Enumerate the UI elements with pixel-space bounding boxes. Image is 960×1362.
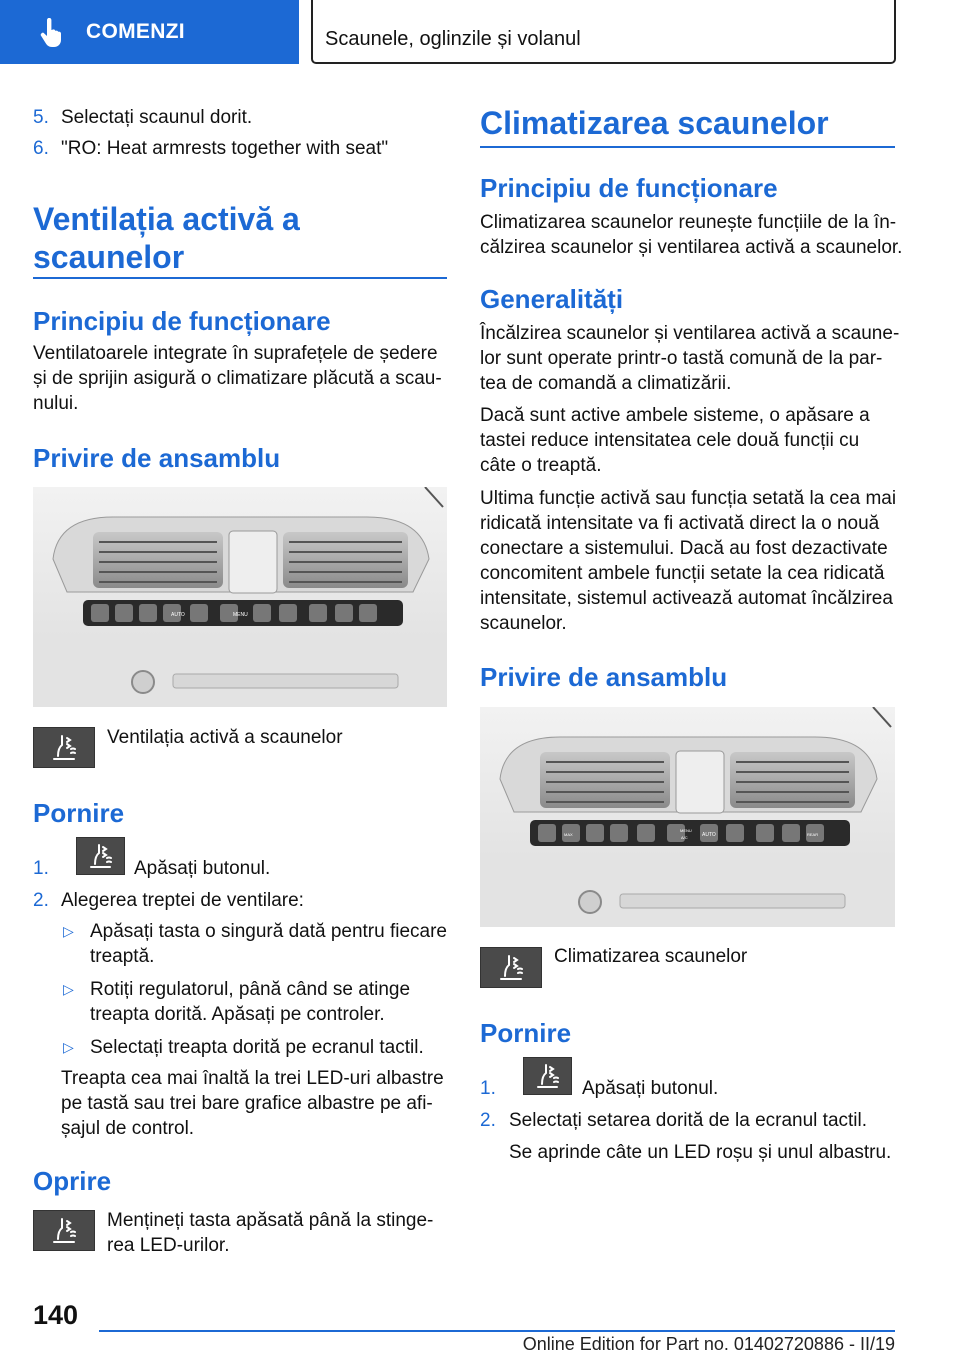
bullet-item [90, 977, 410, 1027]
principle-heading: Principiu de funcționare [33, 306, 331, 336]
seat-ventilation-icon [524, 1058, 571, 1094]
text-line: pe tastă sau trei bare grafice albastre pe afi‐ [61, 1093, 433, 1114]
panel-label-rear: REAR [807, 832, 819, 837]
panel-label-auto: AUTO [171, 612, 185, 618]
climate-panel-photo [480, 707, 895, 927]
panel-label-menu: MENU [680, 828, 692, 833]
page-number: 140 [33, 1300, 79, 1330]
text-line: Climatizarea scaunelor reunește funcțiile de la în‐ [480, 212, 897, 233]
text-line: treapta dorită. Apăsați pe controler. [90, 1004, 385, 1025]
text-line: tastei reduce intensitatea cele două funcții cu [480, 430, 860, 451]
bullet-triangle-icon: ▷ [63, 923, 74, 939]
text-line: Treapta cea mai înaltă la trei LED-uri albastre [61, 1068, 444, 1089]
section-tab[interactable] [0, 0, 299, 64]
text-line: ridicată intensitate va fi activată direct la o nouă [480, 513, 880, 534]
text-line: concomitent ambele funcții setate la cea ridicată [480, 563, 885, 584]
title-line: scaunelor [33, 239, 185, 275]
general-paragraph-2 [480, 403, 870, 478]
text-line: Dacă sunt active ambele sisteme, o apăsare a [480, 405, 870, 426]
title-rule [33, 277, 447, 279]
note-paragraph [61, 1066, 444, 1141]
seat-climate-button-icon [480, 947, 542, 988]
principle-paragraph [33, 341, 442, 416]
text-line: Rotiți regulatorul, până când se atinge [90, 979, 411, 1000]
text-line: Ultima funcție activă sau funcția setată la cea mai [480, 488, 897, 509]
panel-label-max: MAX [564, 832, 573, 837]
text-line: Încălzirea scaunelor și ventilarea activă a scaune‐ [480, 323, 900, 344]
step-number: 1. [33, 858, 49, 879]
start-heading: Pornire [33, 798, 125, 828]
overview-heading: Privire de ansamblu [480, 662, 728, 692]
step-number: 2. [33, 890, 49, 911]
overview-caption: Ventilația activă a scaunelor [107, 727, 343, 748]
step-subtext: Se aprinde câte un LED roșu și unul albastru. [509, 1142, 892, 1163]
general-paragraph-1 [480, 321, 899, 396]
panel-label-menu: MENU [233, 612, 248, 618]
text-line: Ventilatoarele integrate în suprafețele de ședere [33, 343, 438, 364]
text-line: nului. [33, 393, 79, 414]
text-line: câte o treaptă. [480, 455, 602, 476]
hand-pointer-icon [40, 18, 64, 48]
overview-caption: Climatizarea scaunelor [554, 946, 748, 967]
title-rule [480, 146, 895, 148]
step-text: Selectați scaunul dorit. [61, 107, 253, 128]
general-heading: Generalități [480, 284, 624, 314]
chapter-header [311, 0, 896, 64]
panel-label-ac: A/C [681, 835, 688, 840]
bullet-triangle-icon: ▷ [63, 1039, 74, 1055]
text-line: Mențineți tasta apăsată până la stinge‐ [107, 1210, 434, 1231]
stop-paragraph [107, 1208, 433, 1258]
seat-climate-button-icon [523, 1057, 572, 1095]
step-text: Alegerea treptei de ventilare: [61, 890, 304, 911]
principle-heading: Principiu de funcționare [480, 173, 778, 203]
stop-heading: Oprire [33, 1166, 112, 1196]
overview-heading: Privire de ansamblu [33, 443, 281, 473]
step-number: 6. [33, 138, 49, 159]
step-number: 5. [33, 107, 49, 128]
step-text: Apăsați butonul. [582, 1078, 719, 1099]
text-line: intensitate, sistemul activează automat încălzirea [480, 588, 893, 609]
section-tab-label: COMENZI [86, 20, 185, 43]
bullet-item [90, 1035, 424, 1060]
principle-paragraph [480, 210, 902, 260]
text-line: șajul de control. [61, 1118, 195, 1139]
seat-ventilation-button-icon [33, 727, 95, 768]
text-line: lor sunt operate printr-o tastă comună de la par‐ [480, 348, 883, 369]
section-title-climate: Climatizarea scaunelor [480, 105, 829, 141]
title-line: Ventilația activă a [33, 201, 300, 237]
step-number: 1. [480, 1078, 496, 1099]
start-heading: Pornire [480, 1018, 572, 1048]
general-paragraph-3 [480, 486, 896, 636]
step-text: "RO: Heat armrests together with seat" [61, 138, 389, 159]
chapter-title: Scaunele, oglinzile și volanul [325, 28, 581, 50]
text-line: treaptă. [90, 946, 155, 967]
bullet-triangle-icon: ▷ [63, 981, 74, 997]
bullet-item [90, 919, 447, 969]
text-line: tea de comandă a climatizării. [480, 373, 732, 394]
seat-ventilation-icon [481, 948, 541, 987]
step-number: 2. [480, 1110, 496, 1131]
text-line: și de sprijin asigură o climatizare plăcută a scau‐ [33, 368, 442, 389]
text-line: Apăsați tasta o singură dată pentru fiecare [90, 921, 448, 942]
text-line: rea LED-urilor. [107, 1235, 230, 1256]
footer-edition: Online Edition for Part no. 01402720886 - II/19 [522, 1334, 895, 1354]
step-text: Apăsați butonul. [134, 858, 271, 879]
panel-label-auto: AUTO [702, 832, 716, 838]
seat-ventilation-button-icon [33, 1210, 95, 1251]
step-text: Selectați setarea dorită de la ecranul tactil. [509, 1110, 868, 1131]
seat-ventilation-icon [34, 728, 94, 767]
climate-panel-photo [33, 487, 447, 707]
text-line: călzirea scaunelor și ventilarea activă a scaunelor. [480, 237, 903, 258]
text-line: scaunelor. [480, 613, 567, 634]
section-title-ventilation [33, 200, 300, 276]
text-line: conectare a sistemului. Dacă au fost dezactivate [480, 538, 888, 559]
text-line: Selectați treapta dorită pe ecranul tactil. [90, 1037, 424, 1058]
seat-ventilation-button-icon [76, 837, 125, 875]
seat-ventilation-icon [77, 838, 124, 874]
seat-ventilation-icon [34, 1211, 94, 1250]
